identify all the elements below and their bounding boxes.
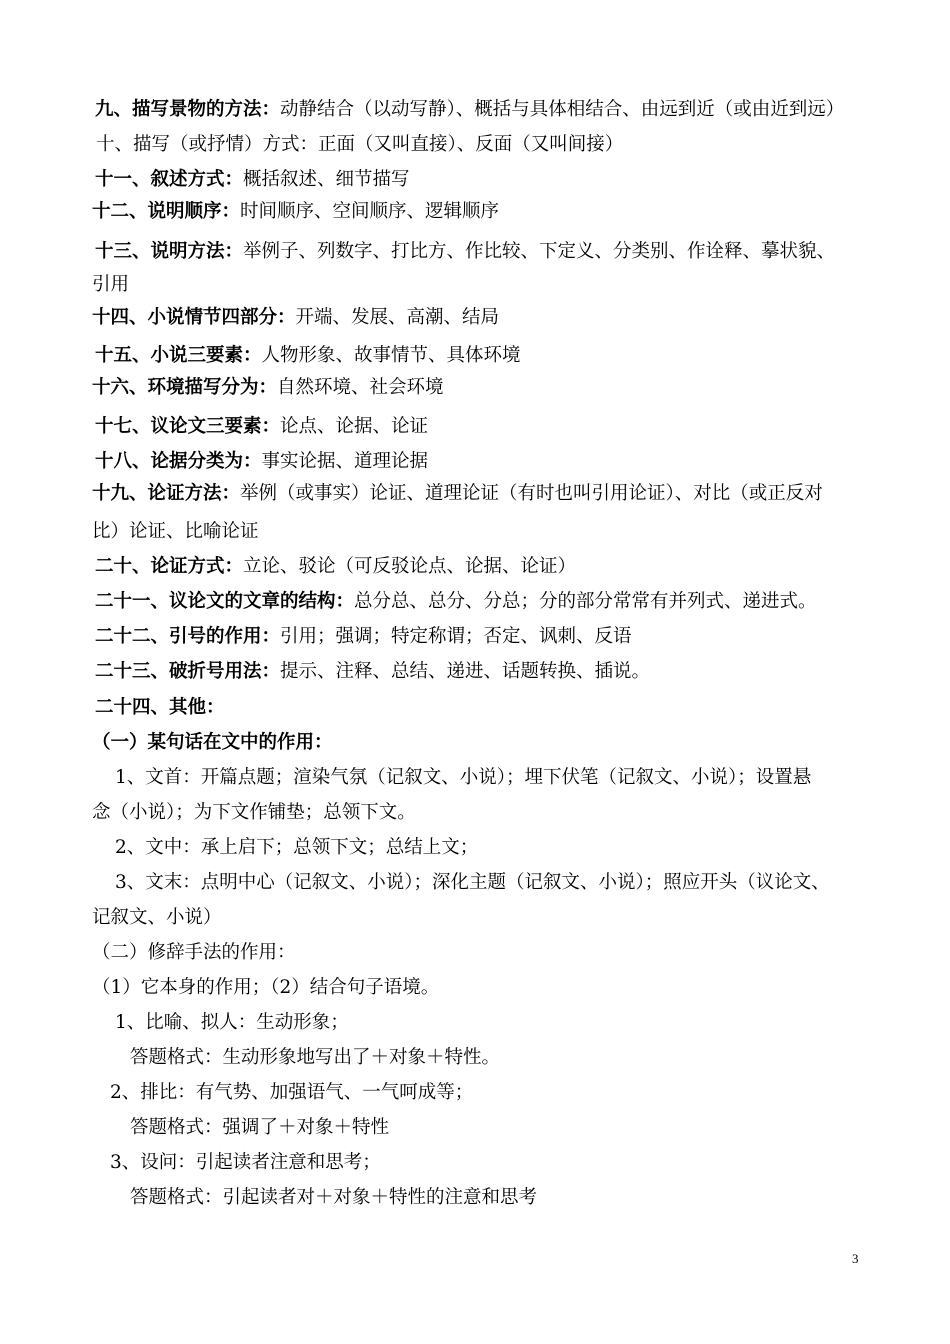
line-s2-2 <box>110 1081 473 1105</box>
text: 3、文末：点明中心（记叙文、小说）；深化主题（记叙文、小说）；照应开头（议论文、 <box>115 872 830 893</box>
heading: 十六、环境描写分为： <box>92 377 278 398</box>
line-s1-3 <box>115 871 830 895</box>
text: 答题格式：生动形象地写出了＋对象＋特性。 <box>130 1047 501 1068</box>
line-23 <box>95 660 650 684</box>
line-19-cont <box>92 520 259 544</box>
heading: 十三、说明方法： <box>95 241 244 262</box>
heading: 二十二、引号的作用： <box>95 626 281 647</box>
text: 人物形象、故事情节、具体环境 <box>261 345 521 366</box>
line-s2-1-format <box>130 1046 500 1070</box>
line-16 <box>92 376 444 400</box>
text: 开端、发展、高潮、结局 <box>295 307 500 328</box>
line-21 <box>95 590 817 614</box>
line-22 <box>95 625 632 649</box>
heading: 十二、说明顺序： <box>92 201 241 222</box>
text: 论点、论据、论证 <box>280 416 429 437</box>
text: 记叙文、小说） <box>92 907 222 928</box>
heading: 十九、论证方法： <box>92 483 241 504</box>
line-14 <box>92 306 499 330</box>
heading: 十八、论据分类为： <box>95 451 262 472</box>
heading: 十一、叙述方式： <box>95 169 244 190</box>
text: 举例子、列数字、打比方、作比较、下定义、分类别、作诠释、摹状貌、 <box>243 241 836 262</box>
text: 提示、注释、总结、递进、话题转换、插说。 <box>280 661 651 682</box>
line-15 <box>95 344 521 368</box>
text: 时间顺序、空间顺序、逻辑顺序 <box>240 201 500 222</box>
heading: 十四、小说情节四部分： <box>92 307 296 328</box>
text: 举例（或事实）论证、道理论证（有时也叫引用论证）、对比（或正反对 <box>240 483 823 504</box>
text: 自然环境、社会环境 <box>277 377 444 398</box>
text: 引用 <box>92 274 130 295</box>
line-20 <box>95 555 576 579</box>
text: 3、设问：引起读者注意和思考； <box>110 1152 381 1173</box>
heading: 十七、议论文三要素： <box>95 416 281 437</box>
line-s1-3-cont <box>92 906 222 930</box>
line-10 <box>96 133 623 157</box>
line-13-cont <box>92 273 129 297</box>
heading: 二十一、议论文的文章的结构： <box>95 591 355 612</box>
line-s2-3 <box>110 1151 381 1175</box>
text: 事实论据、道理论据 <box>261 451 429 472</box>
line-9 <box>95 98 844 122</box>
text: 总分总、总分、分总；分的部分常常有并列式、递进式。 <box>354 591 817 612</box>
text: 引用；强调；特定称谓；否定、讽刺、反语 <box>280 626 632 647</box>
heading: 十五、小说三要素： <box>95 345 262 366</box>
line-s1-1-cont <box>92 801 416 825</box>
text: 1、比喻、拟人：生动形象； <box>115 1012 349 1033</box>
line-s2-3-format <box>130 1186 537 1210</box>
section-2-heading <box>92 941 296 965</box>
text: 答题格式：引起读者对＋对象＋特性的注意和思考 <box>130 1187 538 1208</box>
line-s2-intro <box>92 976 439 1000</box>
text: 十、描写（或抒情）方式：正面（又叫直接）、反面（又叫间接） <box>96 134 624 155</box>
text: （二）修辞手法的作用： <box>92 942 296 963</box>
text: 比）论证、比喻论证 <box>92 521 259 542</box>
line-s1-2 <box>115 836 478 860</box>
line-13 <box>95 240 835 264</box>
heading: 二十、论证方式： <box>95 556 244 577</box>
text: 动静结合（以动写静）、概括与具体相结合、由远到近（或由近到远） <box>280 99 845 120</box>
line-s2-1 <box>115 1011 349 1035</box>
text: 答题格式：强调了＋对象＋特性 <box>130 1117 390 1138</box>
text: （1）它本身的作用；（2）结合句子语境。 <box>92 977 440 998</box>
line-11 <box>95 168 410 192</box>
text: 概括叙述、细节描写 <box>243 169 410 190</box>
text: 1、文首：开篇点题；渲染气氛（记叙文、小说）；埋下伏笔（记叙文、小说）；设置悬 <box>115 767 812 788</box>
heading: 二十三、破折号用法： <box>95 661 281 682</box>
line-12 <box>92 200 499 224</box>
heading: 九、描写景物的方法： <box>95 99 281 120</box>
line-17 <box>95 415 428 439</box>
text: 念（小说）；为下文作铺垫；总领下文。 <box>92 802 416 823</box>
page-number: 3 <box>852 1251 859 1266</box>
text: 2、文中：承上启下；总领下文；总结上文； <box>115 837 479 858</box>
line-18 <box>95 450 428 474</box>
heading: 二十四、其他： <box>95 697 225 718</box>
section-1-heading <box>92 731 333 755</box>
line-s1-1 <box>115 766 811 790</box>
line-19 <box>92 482 823 506</box>
heading: （一）某句话在文中的作用： <box>92 732 333 753</box>
line-s2-2-format <box>130 1116 389 1140</box>
line-24 <box>95 696 225 720</box>
text: 立论、驳论（可反驳论点、论据、论证） <box>243 556 577 577</box>
text: 2、排比：有气势、加强语气、一气呵成等； <box>110 1082 474 1103</box>
